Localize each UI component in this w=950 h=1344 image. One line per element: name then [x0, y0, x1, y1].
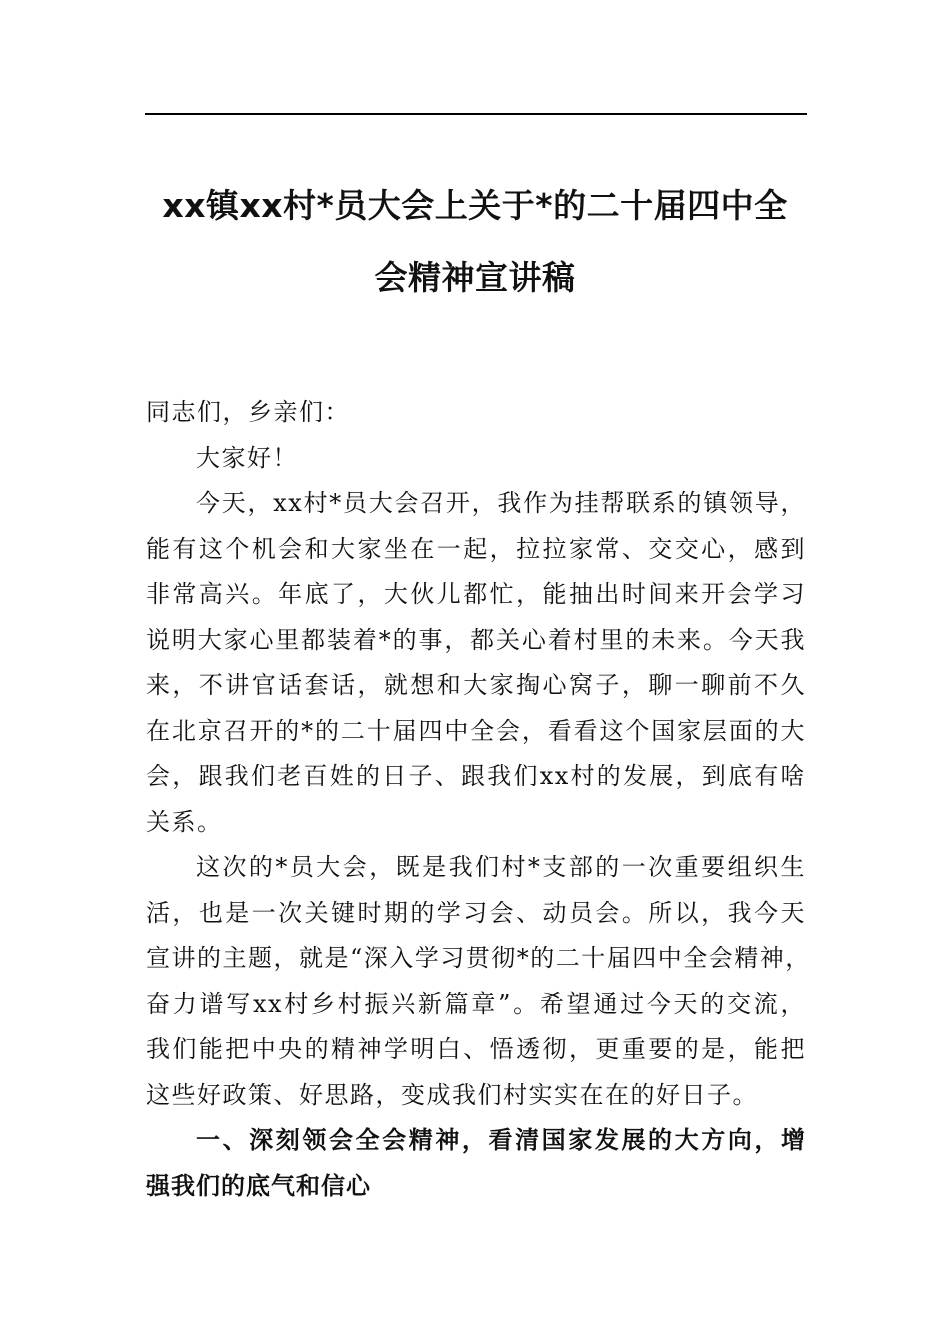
- paragraph-2-line: 我们能把中央的精神学明白、悟透彻，更重要的是，能把: [146, 1035, 806, 1063]
- title-line-1: xx镇xx村*员大会上关于*的二十届四中全: [162, 186, 788, 225]
- paragraph-1-line: 会，跟我们老百姓的日子、跟我们xx村的发展，到底有啥: [146, 762, 806, 790]
- document-title: [120, 170, 830, 314]
- paragraph-2-line: 奋力谱写xx村乡村振兴新篇章”。希望通过今天的交流，: [146, 989, 806, 1018]
- paragraph-1-line: 非常高兴。年底了，大伙儿都忙，能抽出时间来开会学习: [146, 580, 806, 608]
- paragraph-1-line: 来，不讲官话套话，就想和大家掏心窝子，聊一聊前不久: [146, 671, 806, 699]
- paragraph-1-line: 能有这个机会和大家坐在一起，拉拉家常、交交心，感到: [146, 534, 806, 563]
- paragraph-2-line: 活，也是一次关键时期的学习会、动员会。所以，我今天: [146, 898, 806, 927]
- paragraph-2-line: 这次的*员大会，既是我们村*支部的一次重要组织生: [196, 853, 806, 881]
- greeting: 大家好！: [196, 443, 298, 472]
- title-line-2: 会精神宣讲稿: [374, 258, 576, 297]
- header-rule: [145, 113, 807, 115]
- paragraph-2-line: 宣讲的主题，就是“深入学习贯彻*的二十届四中全会精神，: [146, 944, 811, 972]
- paragraph-1-line: 今天，xx村*员大会召开，我作为挂帮联系的镇领导，: [196, 489, 806, 517]
- paragraph-1-line: 说明大家心里都装着*的事，都关心着村里的未来。今天我: [146, 625, 806, 654]
- section-1-heading-line: 强我们的底气和信心: [146, 1171, 371, 1200]
- document-body: [146, 390, 811, 1209]
- paragraph-1-line: 在北京召开的*的二十届四中全会，看看这个国家层面的大: [146, 716, 806, 745]
- section-1-heading-line: 一、深刻领会全会精神，看清国家发展的大方向，增: [196, 1126, 806, 1154]
- paragraph-2-line: 这些好政策、好思路，变成我们村实实在在的好日子。: [146, 1080, 758, 1109]
- salutation: 同志们，乡亲们：: [146, 398, 350, 426]
- paragraph-1-line: 关系。: [146, 807, 223, 836]
